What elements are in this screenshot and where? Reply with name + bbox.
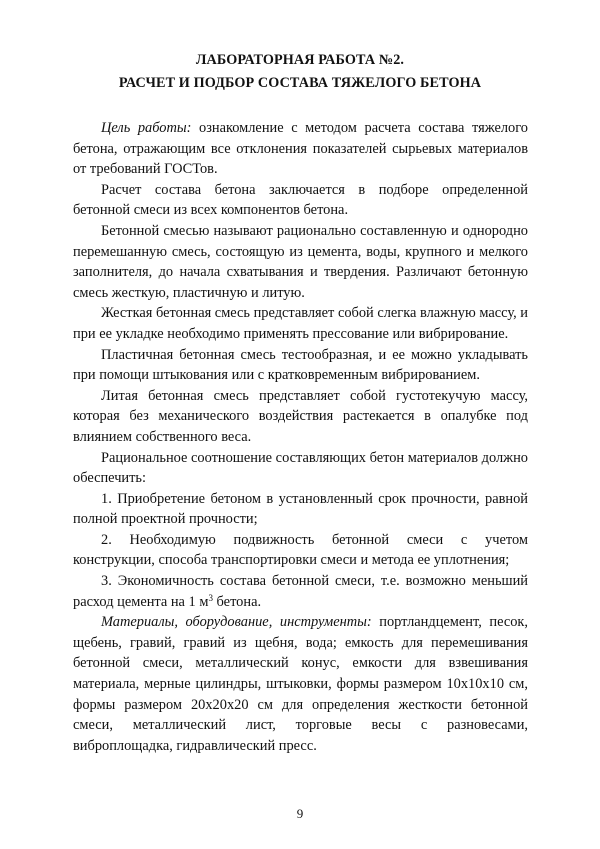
list-item-3-text: 3. Экономичность состава бетонной смеси, т.е. возможно меньший расход цемента на 1 м xyxy=(73,573,528,610)
cubic-superscript: 3 xyxy=(208,592,213,603)
materials-lead: Материалы, оборудование, инструменты: xyxy=(101,614,372,631)
goal-lead: Цель работы: xyxy=(101,120,192,136)
paragraph-stiff-mix: Жесткая бетонная смесь представляет собой слегка влажную массу, и при ее укладке необходимо применять прессование или вибрирование. xyxy=(73,305,528,342)
lab-work-subtitle: РАСЧЕТ И ПОДБОР СОСТАВА ТЯЖЕЛОГО БЕТОНА xyxy=(118,75,482,91)
list-item-3-tail: бетона. xyxy=(212,593,262,610)
list-item-2: 2. Необходимую подвижность бетонной смеси с учетом конструкции, способа транспортировки смеси и метода ее уплотнения; xyxy=(73,531,528,569)
paragraph-ratio: Рациональное соотношение составляющих бетон материалов должно обеспечить: xyxy=(73,449,528,487)
paragraph-concrete-mix: Бетонной смесью называют рационально составленную и однородно перемешанную смесь, состоящую из цемента, воды, крупного и мелкого заполнителя, до начала схватывания и твердения. Различают бетонную смесь жесткую, пластичную и литую. xyxy=(73,222,528,301)
lab-work-title: ЛАБОРАТОРНАЯ РАБОТА №2. xyxy=(195,52,405,68)
paragraph-materials xyxy=(73,612,528,756)
document-body xyxy=(73,118,528,756)
paragraph-cast-mix: Литая бетонная смесь представляет собой густотекучую массу, которая без механического воздействия растекается в опалубке под влиянием собственного веса. xyxy=(73,387,528,445)
page-number: 9 xyxy=(296,806,304,821)
paragraph-calculation: Расчет состава бетона заключается в подборе определенной бетонной смеси из всех компонентов бетона. xyxy=(73,181,528,219)
goal-text: ознакомление с методом расчета состава тяжелого бетона, отражающим все отклонения показателей сырьевых материалов от требований ГОСТов. xyxy=(73,120,528,178)
list-item-3 xyxy=(73,571,528,612)
paragraph-plastic-mix: Пластичная бетонная смесь тестообразная, и ее можно укладывать при помощи штыкования или с кратковременным вибрированием. xyxy=(73,346,528,384)
paragraph-goal xyxy=(73,118,528,180)
list-item-1: 1. Приобретение бетоном в установленный срок прочности, равной полной проектной прочности; xyxy=(73,490,528,528)
materials-text: портландцемент, песок, щебень, гравий, гравий из щебня, вода; емкость для перемешивания бетонной смеси, металлический конус, емкости для взвешивания материала, мерные цилиндры, штыковки, формы размером 10х10х10 см, формы размером 20х20х20 см для определения жесткости бетонной смеси, металлический лист, торговые весы с разновесами, виброплощадка, гидравлический пресс. xyxy=(73,614,529,754)
